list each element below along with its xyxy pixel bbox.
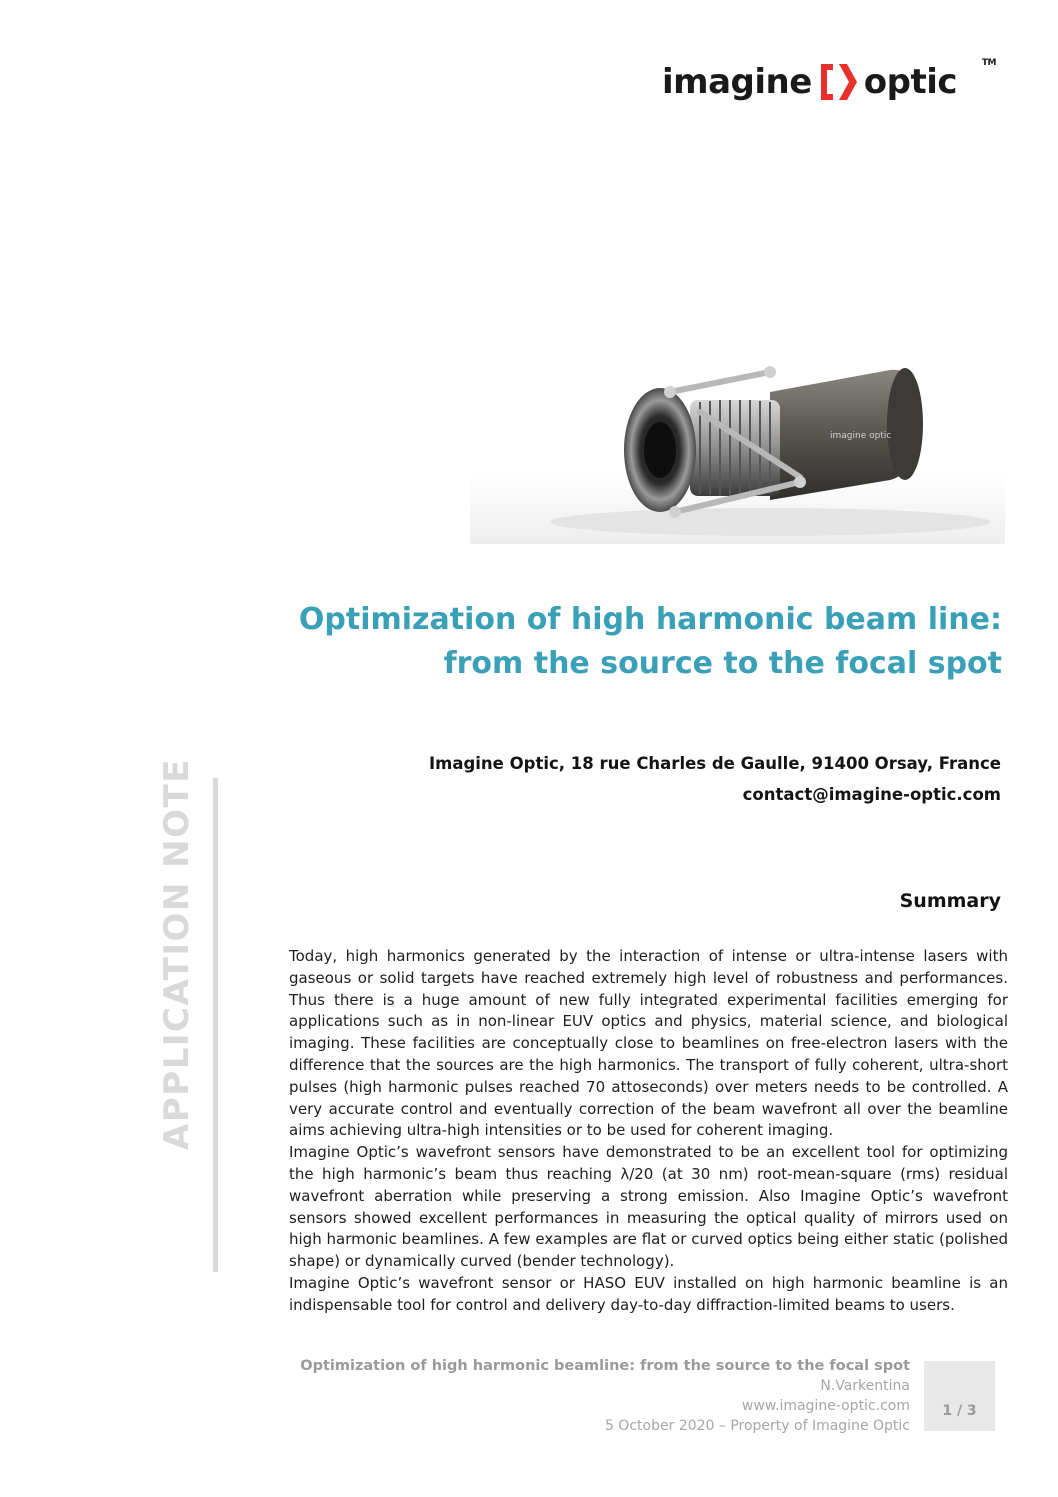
side-divider: [213, 778, 218, 1272]
title-line-1: Optimization of high harmonic beam line:: [298, 602, 1002, 637]
device-brand-text: imagine optic: [830, 431, 892, 441]
company-logo: [662, 56, 998, 108]
application-note-label: APPLICATION NOTE: [157, 758, 198, 1150]
company-address: [429, 748, 1001, 810]
logo-trademark: TM: [981, 58, 996, 68]
logo-word-left: imagine: [662, 62, 812, 102]
summary-paragraph: Today, high harmonics generated by the interaction of intense or ultra-intense lasers with gaseous or solid targets have reached extremely high level of robustness and performances. Thus there is a huge amount of new fully integrated experimental facilities emerging for applications such as in non-linear EUV optics and physics, material science, and biological imaging. These facilities are conceptually close to beamlines on free-electron lasers with the difference that the sources are the high harmonics. The transport of fully coherent, ultra-short pulses (high harmonic pulses reached 70 attoseconds) over meters needs to be controlled. A very accurate control and eventually correction of the beam wavefront all over the beamline aims achieving ultra-high intensities or to be used for coherent imaging.: [289, 947, 1008, 1140]
summary-body: [289, 946, 1008, 1317]
side-label: [157, 758, 198, 1150]
footer-date: 5 October 2020 – Property of Imagine Optic: [604, 1418, 910, 1434]
title-line-2: from the source to the focal spot: [443, 646, 1002, 681]
page-number: 1 / 3: [924, 1361, 995, 1431]
document-title: [282, 598, 1002, 686]
summary-paragraph: Imagine Optic’s wavefront sensor or HASO EUV installed on high harmonic beamline is an indispensable tool for control and delivery day-to-day diffraction-limited beams to users.: [289, 1273, 1008, 1314]
footer-title: Optimization of high harmonic beamline: from the source to the focal spot: [300, 1358, 910, 1374]
address-line: Imagine Optic, 18 rue Charles de Gaulle, 91400 Orsay, France: [429, 754, 1001, 773]
contact-email[interactable]: contact@imagine-optic.com: [742, 785, 1001, 804]
footer-author: N.Varkentina: [820, 1378, 910, 1394]
footer-website[interactable]: www.imagine-optic.com: [741, 1398, 910, 1414]
summary-heading: Summary: [899, 890, 1001, 912]
wavefront-sensor-device-image: [470, 352, 1005, 544]
summary-paragraph: Imagine Optic’s wavefront sensors have demonstrated to be an excellent tool for optimizing the high harmonic’s beam thus reaching λ/20 (at 30 nm) root-mean-square (rms) residual wavefront aberration while preserving a strong emission. Also Imagine Optic’s wavefront sensors showed excellent performances in measuring the optical quality of mirrors used on high harmonic beamlines. A few examples are flat or curved optics being either static (polished shape) or dynamically curved (bender technology).: [289, 1143, 1008, 1271]
logo-bracket-icon: [817, 62, 859, 102]
page-footer: [300, 1356, 910, 1436]
logo-word-right: optic: [863, 62, 958, 102]
